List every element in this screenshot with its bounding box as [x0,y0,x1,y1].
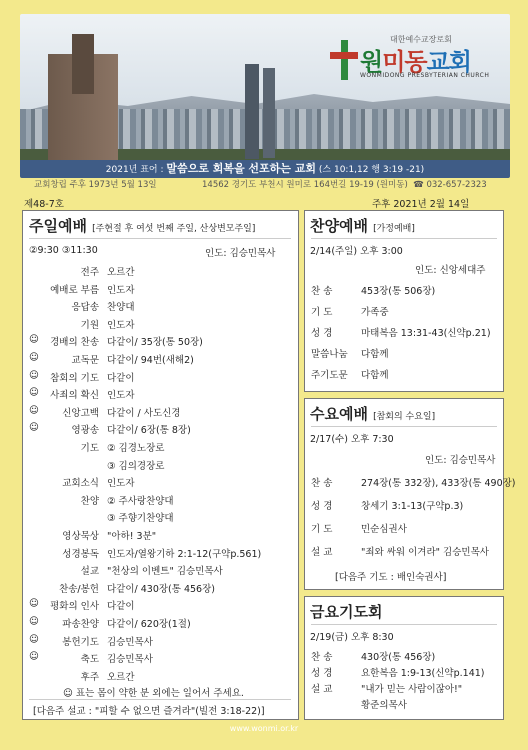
order-value: 다같이 [107,372,135,384]
order-value: 다같이/ 35장(통 50장) [107,337,203,349]
wednesday-subtitle: [참회의 수요일] [373,412,436,422]
standing-mark-icon: ☺ [29,633,39,645]
order-value: 430장(통 456장) [361,652,436,663]
order-value: 김승민목사 [107,654,153,666]
order-label: 설 교 [311,684,333,695]
standing-mark-icon: ☺ [29,369,39,381]
order-label: 찬 송 [311,478,333,489]
standing-mark-icon: ☺ [29,598,39,610]
standing-mark-icon: ☺ [29,352,39,363]
standing-mark-icon: ☺ [29,422,39,434]
standing-note: ☺ 표는 몸이 약한 분 외에는 일어서 주세요. [63,688,244,699]
order-label: 후주 [80,671,99,683]
order-label: 예배로 부름 [50,284,99,296]
praise-worship-box [304,210,504,392]
header-banner [20,14,510,178]
divider [311,426,497,427]
order-value: 인도자/열왕기하 2:1-12(구약p.561) [107,548,262,560]
praise-title: 찬양예배 [310,217,368,235]
order-label: 기도 [80,443,99,454]
tower-building [245,64,259,159]
order-value: 가족중 [361,307,389,318]
church-logo [330,34,510,84]
divider [29,699,291,700]
order-value: 마태복음 13:31-43(신약p.21) [361,328,491,339]
order-label: 찬양 [80,495,99,507]
order-label: 성경봉독 [62,548,99,560]
order-label: 성 경 [311,328,333,339]
order-value: ② 주사랑찬양대 [107,495,174,507]
order-label: 성 경 [311,501,333,512]
sunday-subtitle: [주현절 후 여섯 번째 주일, 산상변모주일] [92,224,256,234]
footer-url: www.wonmi.or.kr [229,724,299,733]
order-label: 영광송 [71,425,99,437]
next-prayer: [다음주 기도 : 배인숙권사] [335,572,447,583]
order-label: 찬송/봉헌 [59,583,99,595]
order-value: "천상의 이벤트" 김승민목사 [107,566,223,578]
order-value: "아하! 3분" [107,531,157,542]
order-label: 기원 [80,319,99,331]
divider [311,238,497,239]
order-value: 민순심권사 [361,524,407,535]
order-label: 파송찬양 [62,619,99,630]
standing-mark-icon: ☺ [29,404,39,416]
divider [29,238,291,239]
order-label: 경배의 찬송 [50,337,99,349]
order-value: 다같이/ 430장(통 456장) [107,583,215,595]
order-value: 다같이/ 620장(1절) [107,619,191,630]
order-value: 다함께 [361,370,389,381]
wednesday-worship-box [304,398,516,590]
order-value: 황준의목사 [361,700,407,711]
praise-leader: 인도: 신앙세대주 [415,265,486,276]
next-sermon: [다음주 설교 : "피할 수 없으면 즐겨라"(빌전 3:18-22)] [33,706,265,717]
order-value: 찬양대 [107,302,135,314]
standing-mark-icon: ☺ [29,334,39,346]
order-value: "죄와 싸워 이겨라" 김승민목사 [361,547,489,558]
service-times: ②9:30 ③11:30 [29,245,98,256]
issue-number: 제48-7호 [24,199,64,210]
friday-title: 금요기도회 [310,603,383,621]
order-value: 다같이/ 94번(새해2) [107,355,194,366]
cross-icon [330,40,358,80]
order-label: 찬 송 [311,286,333,297]
order-label: 기 도 [311,524,333,535]
order-label: 참회의 기도 [50,372,99,384]
order-value: 인도자 [107,319,135,331]
order-label: 전주 [80,267,99,278]
order-label: 평화의 인사 [50,601,99,613]
order-value: 다같이 [107,601,135,613]
order-label: 찬 송 [311,652,333,663]
church-spire [72,34,94,94]
order-label: 사죄의 확신 [50,390,99,402]
standing-mark-icon: ☺ [29,616,39,627]
praise-subtitle: [가정예배] [373,224,415,234]
order-value: 창세기 3:1-13(구약p.3) [361,501,464,512]
standing-mark-icon: ☺ [29,651,39,663]
order-value: 274장(통 332장), 433장(통 490장) [361,478,516,489]
order-value: 다같이/ 6장(통 8장) [107,425,191,437]
friday-prayer-box [304,596,504,720]
order-value: 오르간 [107,267,135,278]
order-value: 요한복음 1:9-13(신약p.141) [361,668,485,679]
order-value: 인도자 [107,284,135,296]
order-label: 영상묵상 [62,531,99,542]
motto-bar: 2021년 표어 : 말씀으로 회복을 선포하는 교회 (스 10:1,12 행 3:19 -21) [20,160,510,178]
standing-mark-icon: ☺ [29,387,39,399]
order-value: ② 김경노장로 [107,443,165,454]
order-value: 인도자 [107,390,135,402]
order-value: 김승민목사 [107,636,153,648]
bulletin-date: 주후 2021년 2월 14일 [372,199,470,210]
order-label: 기 도 [311,307,333,318]
wednesday-leader: 인도: 김승민목사 [425,455,496,466]
address: 14562 경기도 부천시 원미로 164번길 19-19 (원미동) ☎ 032-657-2323 [202,180,487,190]
order-label: 교독문 [71,355,99,366]
order-label: 말씀나눔 [311,349,348,360]
order-value: 453장(통 506장) [361,286,436,297]
order-label: 봉헌기도 [62,636,99,648]
order-value: ③ 김의경장로 [107,460,165,472]
order-label: 교회소식 [62,478,99,490]
logo-name: 원미동교회 [360,48,471,76]
order-label: 주기도문 [311,370,348,381]
order-value: 인도자 [107,478,135,490]
order-label: 신앙고백 [62,407,99,419]
order-label: 성 경 [311,668,333,679]
logo-english: WONMIDONG PRESBYTERIAN CHURCH [360,72,490,79]
sunday-worship-box [22,210,299,720]
order-value: "내가 믿는 사람이잖아!" [361,684,463,695]
order-label: 설 교 [311,547,333,558]
founded-date: 교회창립 주후 1973년 5월 13일 [34,180,157,190]
order-value: 오르간 [107,671,135,683]
order-label: 응답송 [71,302,99,314]
service-leader: 인도: 김승민목사 [205,248,276,259]
logo-subtitle: 대한예수교장로회 [390,35,452,44]
tower-building [263,68,275,158]
friday-datetime: 2/19(금) 오후 8:30 [310,632,394,643]
wednesday-datetime: 2/17(수) 오후 7:30 [310,434,394,445]
divider [311,624,497,625]
order-label: 설교 [80,566,99,578]
order-label: 축도 [80,654,99,666]
sunday-title: 주일예배 [29,217,87,235]
wednesday-title: 수요예배 [310,405,368,423]
order-value: 다함께 [361,349,389,360]
order-value: ③ 주향기찬양대 [107,513,174,525]
order-value: 다같이 / 사도신경 [107,407,181,419]
praise-datetime: 2/14(주일) 오후 3:00 [310,246,403,257]
